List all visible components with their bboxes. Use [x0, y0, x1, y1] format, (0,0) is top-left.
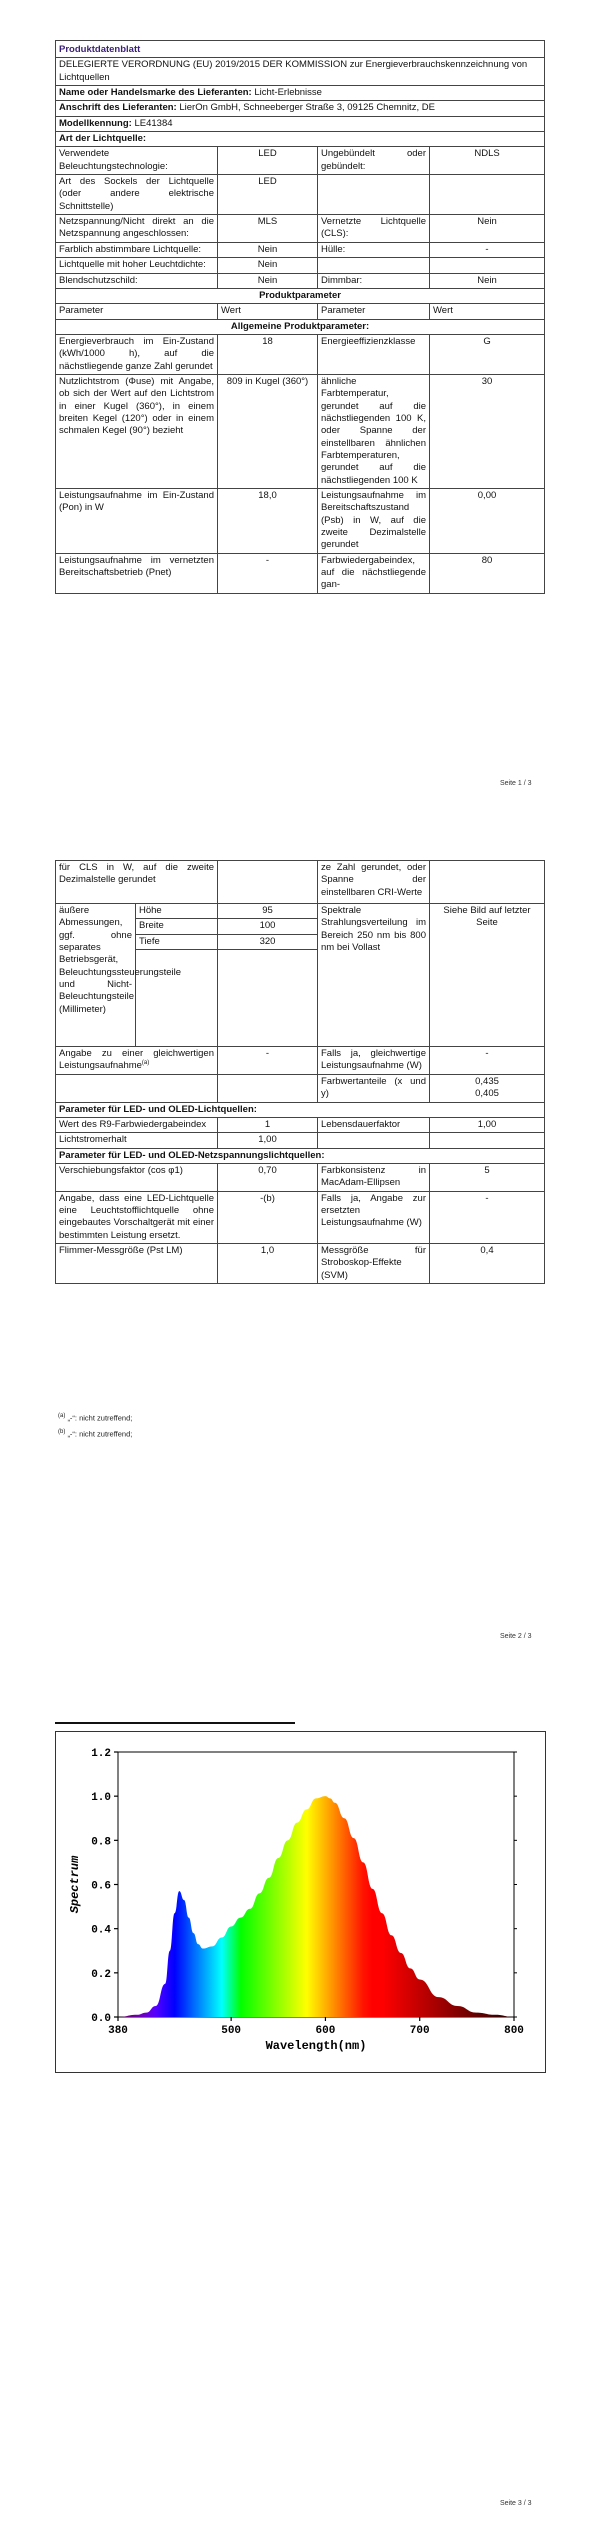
param-value: LED: [218, 147, 318, 175]
param-label: Verwendete Beleuchtungstechnologie:: [56, 147, 218, 175]
column-header: Wert: [218, 304, 318, 319]
column-header: Parameter: [56, 304, 218, 319]
param-label: Leistungsaufnahme im Ein-Zustand (Pon) in W: [56, 489, 218, 554]
param-value: 1,00: [218, 1133, 318, 1148]
table-row: [56, 904, 545, 919]
y-tick-label: 0.4: [91, 1924, 111, 1937]
param-label: Blendschutzschild:: [56, 273, 218, 288]
mains-params-header: Parameter für LED- und OLED-Netzspannungslichtquellen:: [56, 1148, 545, 1163]
dimension-name: Tiefe: [136, 934, 218, 949]
param-value: -(b): [218, 1191, 318, 1243]
param-label: Flimmer-Messgröße (Pst LM): [56, 1244, 218, 1284]
page-number: Seite 2 / 3: [500, 1633, 532, 1640]
param-value: 0,4: [430, 1244, 545, 1284]
datasheet-table-page2: [55, 860, 545, 1284]
footnote-mark: (b): [58, 1429, 66, 1435]
product-params-header: Produktparameter: [56, 288, 545, 303]
dimension-name: Breite: [136, 919, 218, 934]
table-row: [56, 215, 545, 243]
page-title: Produktdatenblatt: [56, 41, 545, 58]
regulation-subtitle: DELEGIERTE VERORDNUNG (EU) 2019/2015 DER KOMMISSION zur Energieverbrauchskennzeichnung von Lichtquellen: [56, 58, 545, 86]
table-row: [56, 1074, 545, 1102]
general-params-header: Allgemeine Produktparameter:: [56, 319, 545, 334]
dimension-value: 320: [218, 934, 318, 949]
param-value: 80: [430, 553, 545, 593]
column-header: Parameter: [318, 304, 430, 319]
param-value: 1,0: [218, 1244, 318, 1284]
param-value: NDLS: [430, 147, 545, 175]
table-row: [56, 175, 545, 215]
param-label: Messgröße für Stroboskop-Effekte (SVM): [318, 1244, 430, 1284]
page-number: Seite 1 / 3: [500, 780, 532, 787]
param-label: Falls ja, gleichwertige Leistungsaufnahme (W): [318, 1047, 430, 1075]
param-value: Nein: [430, 215, 545, 243]
y-tick-label: 0.8: [91, 1836, 111, 1849]
y-tick-label: 0.0: [91, 2013, 111, 2025]
param-label: Verschiebungsfaktor (cos φ1): [56, 1163, 218, 1191]
param-label: Angabe, dass eine LED-Lichtquelle eine Leuchtstofflichtquelle ohne eingebautes Vorschaltgerät mit einer bestimmten Leistung ersetzt.: [56, 1191, 218, 1243]
param-value: -: [430, 242, 545, 257]
param-label: Leistungsaufnahme im vernetzten Bereitschaftsbetrieb (Pnet): [56, 553, 218, 593]
param-value: Nein: [218, 242, 318, 257]
param-value: Nein: [218, 258, 318, 273]
table-row: [56, 273, 545, 288]
footnote: [58, 1429, 132, 1439]
chroma-x: 0,435: [475, 1075, 499, 1087]
supplier-name-value: Licht-Erlebnisse: [254, 87, 322, 99]
dimension-name: Höhe: [136, 904, 218, 919]
param-label: Ungebündelt oder gebündelt:: [318, 147, 430, 175]
spectral-label: Spektrale Strahlungsverteilung im Bereich 250 nm bis 800 nm bei Vollast: [318, 904, 430, 1047]
param-value: Nein: [430, 273, 545, 288]
led-params-header: Parameter für LED- und OLED-Lichtquellen:: [56, 1102, 545, 1117]
table-row: [56, 1163, 545, 1191]
y-tick-label: 0.6: [91, 1880, 111, 1893]
supplier-name-label: Name oder Handelsmarke des Lieferanten:: [59, 87, 252, 99]
param-value: G: [430, 334, 545, 374]
y-axis-label: Spectrum: [68, 1855, 82, 1914]
param-label: [318, 1133, 430, 1148]
param-label: ähnliche Farbtemperatur, gerundet auf die nächstliegenden 100 K, oder Spanne der einstellbaren ähnlichen Farbtemperaturen, gerundet auf die nächstliegenden 100 K: [318, 374, 430, 488]
param-value: [218, 1074, 318, 1102]
dimension-value: 100: [218, 919, 318, 934]
x-tick-label: 700: [409, 2025, 430, 2037]
dimension-spacer: [218, 950, 318, 1047]
param-label: [56, 1074, 218, 1102]
table-row: [56, 374, 545, 488]
param-label: Farbwertanteile (x und y): [318, 1074, 430, 1102]
param-value: [430, 1133, 545, 1148]
param-label: Art des Sockels der Lichtquelle (oder andere elektrische Schnittstelle): [56, 175, 218, 215]
table-row: [56, 334, 545, 374]
spectrum-chart-frame: [55, 1731, 546, 2073]
supplier-name-row: [56, 86, 545, 101]
table-row: [56, 147, 545, 175]
param-label: ze Zahl gerundet, oder Spanne der einstellbaren CRI-Werte: [318, 861, 430, 904]
chart-marks: [118, 1796, 514, 2017]
param-value: 18,0: [218, 489, 318, 554]
param-label: Farbwiedergabeindex, auf die nächstliegende gan-: [318, 553, 430, 593]
param-value: -: [430, 1191, 545, 1243]
column-header-row: [56, 304, 545, 319]
spectrum-chart: [56, 1732, 545, 2072]
table-row: [56, 1133, 545, 1148]
model-row: [56, 116, 545, 131]
x-tick-label: 800: [504, 2025, 524, 2037]
table-row: [56, 1047, 545, 1075]
param-value: [430, 1074, 545, 1102]
param-value: -: [430, 1047, 545, 1075]
table-row: [56, 258, 545, 273]
param-value: -: [218, 553, 318, 593]
table-row: [56, 242, 545, 257]
table-row: [56, 553, 545, 593]
light-source-type-header: Art der Lichtquelle:: [56, 132, 545, 147]
param-label: Lebensdauerfaktor: [318, 1117, 430, 1132]
param-label: [56, 1047, 218, 1075]
model-label: Modellkennung:: [59, 117, 132, 129]
param-label: Farbkonsistenz in MacAdam-Ellipsen: [318, 1163, 430, 1191]
supplier-address-row: [56, 101, 545, 116]
param-value: 1,00: [430, 1117, 545, 1132]
param-label: Hülle:: [318, 242, 430, 257]
param-label: [318, 175, 430, 215]
param-value: Nein: [218, 273, 318, 288]
spectrum-area: [118, 1796, 514, 2017]
page-number: Seite 3 / 3: [500, 2500, 532, 2507]
supplier-address-label: Anschrift des Lieferanten:: [59, 102, 177, 114]
param-label: Leistungsaufnahme im Bereitschaftszustand (Psb) in W, auf die zweite Dezimalstelle gerundet: [318, 489, 430, 554]
footnote-mark: (a): [58, 1413, 66, 1419]
param-value: [430, 861, 545, 904]
param-value: 809 in Kugel (360°): [218, 374, 318, 488]
param-value: -: [218, 1047, 318, 1075]
param-value: 1: [218, 1117, 318, 1132]
spectral-value: Siehe Bild auf letzter Seite: [430, 904, 545, 1047]
param-label: Falls ja, Angabe zur ersetzten Leistungsaufnahme (W): [318, 1191, 430, 1243]
footnote: [58, 1413, 132, 1423]
param-label: Dimmbar:: [318, 273, 430, 288]
model-value: LE41384: [134, 117, 173, 129]
param-label: Netzspannung/Nicht direkt an die Netzspannung angeschlossen:: [56, 215, 218, 243]
datasheet-table-page1: [55, 40, 545, 594]
param-value: 5: [430, 1163, 545, 1191]
dimension-spacer: [136, 950, 218, 1047]
param-value: MLS: [218, 215, 318, 243]
param-value: 18: [218, 334, 318, 374]
param-value: 30: [430, 374, 545, 488]
y-tick-label: 0.2: [91, 1968, 111, 1981]
param-label: Lichtquelle mit hoher Leuchtdichte:: [56, 258, 218, 273]
param-label: Nutzlichtstrom (Φuse) mit Angabe, ob sich der Wert auf den Lichtstrom in einer Kugel (360°), in einem breiten Kegel (120°) oder in einem schmalen Kegel (90°) bezieht: [56, 374, 218, 488]
param-value: 0,00: [430, 489, 545, 554]
x-tick-label: 500: [221, 2025, 242, 2037]
equiv-label: Angabe zu einer gleichwertigen Leistungsaufnahme: [59, 1048, 214, 1072]
table-row: [56, 1244, 545, 1284]
column-header: Wert: [430, 304, 545, 319]
table-row: [56, 1117, 545, 1132]
param-value: [430, 258, 545, 273]
param-label: Wert des R9-Farbwiedergabeindex: [56, 1117, 218, 1132]
param-value: LED: [218, 175, 318, 215]
y-tick-label: 1.2: [91, 1748, 111, 1760]
footnote-mark: (a): [141, 1060, 150, 1067]
x-tick-label: 380: [108, 2025, 128, 2037]
footnote-text: „-“: nicht zutreffend;: [67, 1413, 133, 1423]
param-label: Farblich abstimmbare Lichtquelle:: [56, 242, 218, 257]
y-tick-label: 1.0: [91, 1792, 111, 1805]
param-value: [430, 175, 545, 215]
param-label: für CLS in W, auf die zweite Dezimalstelle gerundet: [56, 861, 218, 904]
param-label: Lichtstromerhalt: [56, 1133, 218, 1148]
x-axis-label: Wavelength(nm): [265, 2039, 367, 2053]
table-row: [56, 861, 545, 904]
param-value: 0,70: [218, 1163, 318, 1191]
dimension-value: 95: [218, 904, 318, 919]
supplier-address-value: LierOn GmbH, Schneeberger Straße 3, 09125 Chemnitz, DE: [179, 102, 435, 114]
param-label: Energieverbrauch im Ein-Zustand (kWh/1000 h), auf die nächstliegende ganze Zahl gerundet: [56, 334, 218, 374]
param-value: [218, 861, 318, 904]
chroma-y: 0,405: [475, 1088, 499, 1100]
table-row: [56, 1191, 545, 1243]
dimensions-label: äußere Abmessungen, ggf. ohne separates Betriebsgerät, Beleuchtungssteuerungsteile und Nicht-Beleuchtungsteile (Millimeter): [56, 904, 136, 1047]
param-label: Energieeffizienzklasse: [318, 334, 430, 374]
param-label: Vernetzte Lichtquelle (CLS):: [318, 215, 430, 243]
x-tick-label: 600: [315, 2025, 336, 2037]
table-row: [56, 489, 545, 554]
param-label: [318, 258, 430, 273]
footnote-text: „-“: nicht zutreffend;: [67, 1429, 133, 1439]
section-rule: [55, 1722, 295, 1724]
